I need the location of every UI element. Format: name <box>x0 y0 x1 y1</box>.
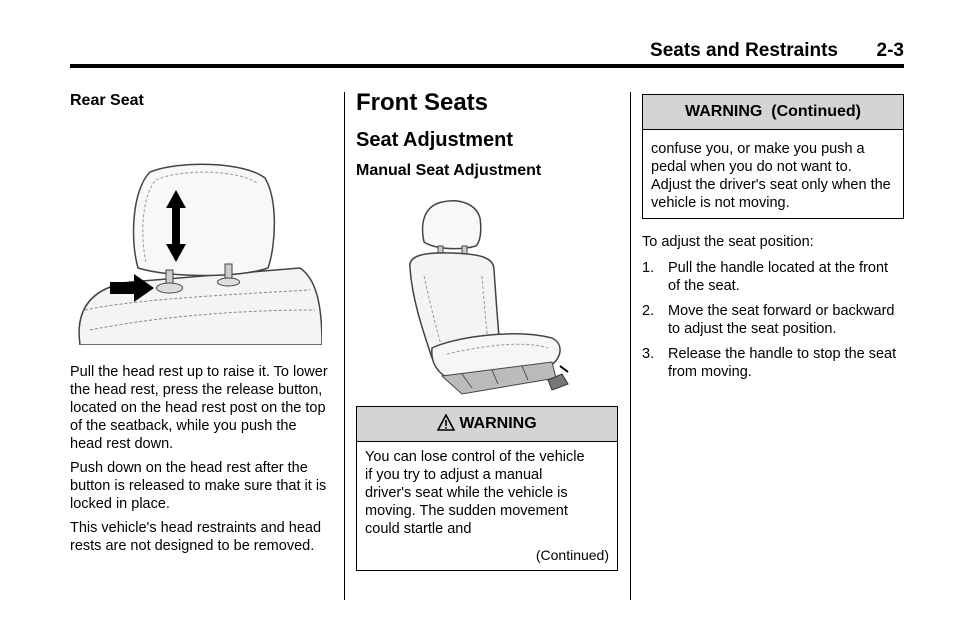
step-number: 1. <box>642 260 655 276</box>
intro-text: To adjust the seat position: <box>642 234 814 250</box>
warning-continued-text: confuse you, or make you push a pedal when you do not want to. Adjust the driver's seat only when the vehicle is not moving. <box>651 141 891 211</box>
warning-header <box>357 407 617 442</box>
warning-continued-box <box>642 94 904 219</box>
seat-illustration <box>402 198 582 396</box>
paragraph: This vehicle's head restraints and head rests are not designed to be removed. <box>70 520 322 554</box>
steps-list <box>642 259 904 381</box>
column-adjust-steps <box>642 92 904 388</box>
section-title: Seats and Restraints <box>650 40 838 61</box>
manual-seat-adjustment-heading: Manual Seat Adjustment <box>356 162 542 179</box>
warning-triangle-icon <box>437 410 455 444</box>
column-rear-seat <box>70 92 330 555</box>
step-number: 2. <box>642 303 655 319</box>
headrest-illustration <box>70 160 322 345</box>
list-item <box>642 345 904 381</box>
warning-continued-header: WARNING (Continued) <box>643 95 903 130</box>
seat-adjustment-heading: Seat Adjustment <box>356 129 514 151</box>
warning-body <box>357 442 617 570</box>
warning-text: You can lose control of the vehicle if you try to adjust a manual driver's seat while the vehicle is moving. The sudden movement could startle and <box>365 449 585 537</box>
continued-label: (Continued) <box>535 547 609 563</box>
paragraph: Push down on the head rest after the button is released to make sure that it is locked in place. <box>70 460 327 512</box>
paragraph: Pull the head rest up to raise it. To lower the head rest, press the release button, located on the head rest post on the top of the seatback, while you push the head rest down. <box>70 364 328 452</box>
step-text: Release the handle to stop the seat from moving. <box>668 346 897 380</box>
step-text: Move the seat forward or backward to adjust the seat position. <box>668 303 895 337</box>
warning-label: WARNING <box>459 415 537 432</box>
list-item <box>642 259 904 295</box>
column-front-seats <box>356 89 618 571</box>
rear-seat-heading: Rear Seat <box>70 92 144 109</box>
list-item <box>642 302 904 338</box>
column-divider <box>344 92 345 600</box>
page-header <box>70 38 904 68</box>
step-text: Pull the handle located at the front of the seat. <box>668 260 889 294</box>
page-number: 2-3 <box>876 40 904 61</box>
front-seats-title: Front Seats <box>356 89 489 116</box>
step-number: 3. <box>642 346 655 362</box>
warning-box <box>356 406 618 571</box>
column-divider <box>630 92 631 600</box>
